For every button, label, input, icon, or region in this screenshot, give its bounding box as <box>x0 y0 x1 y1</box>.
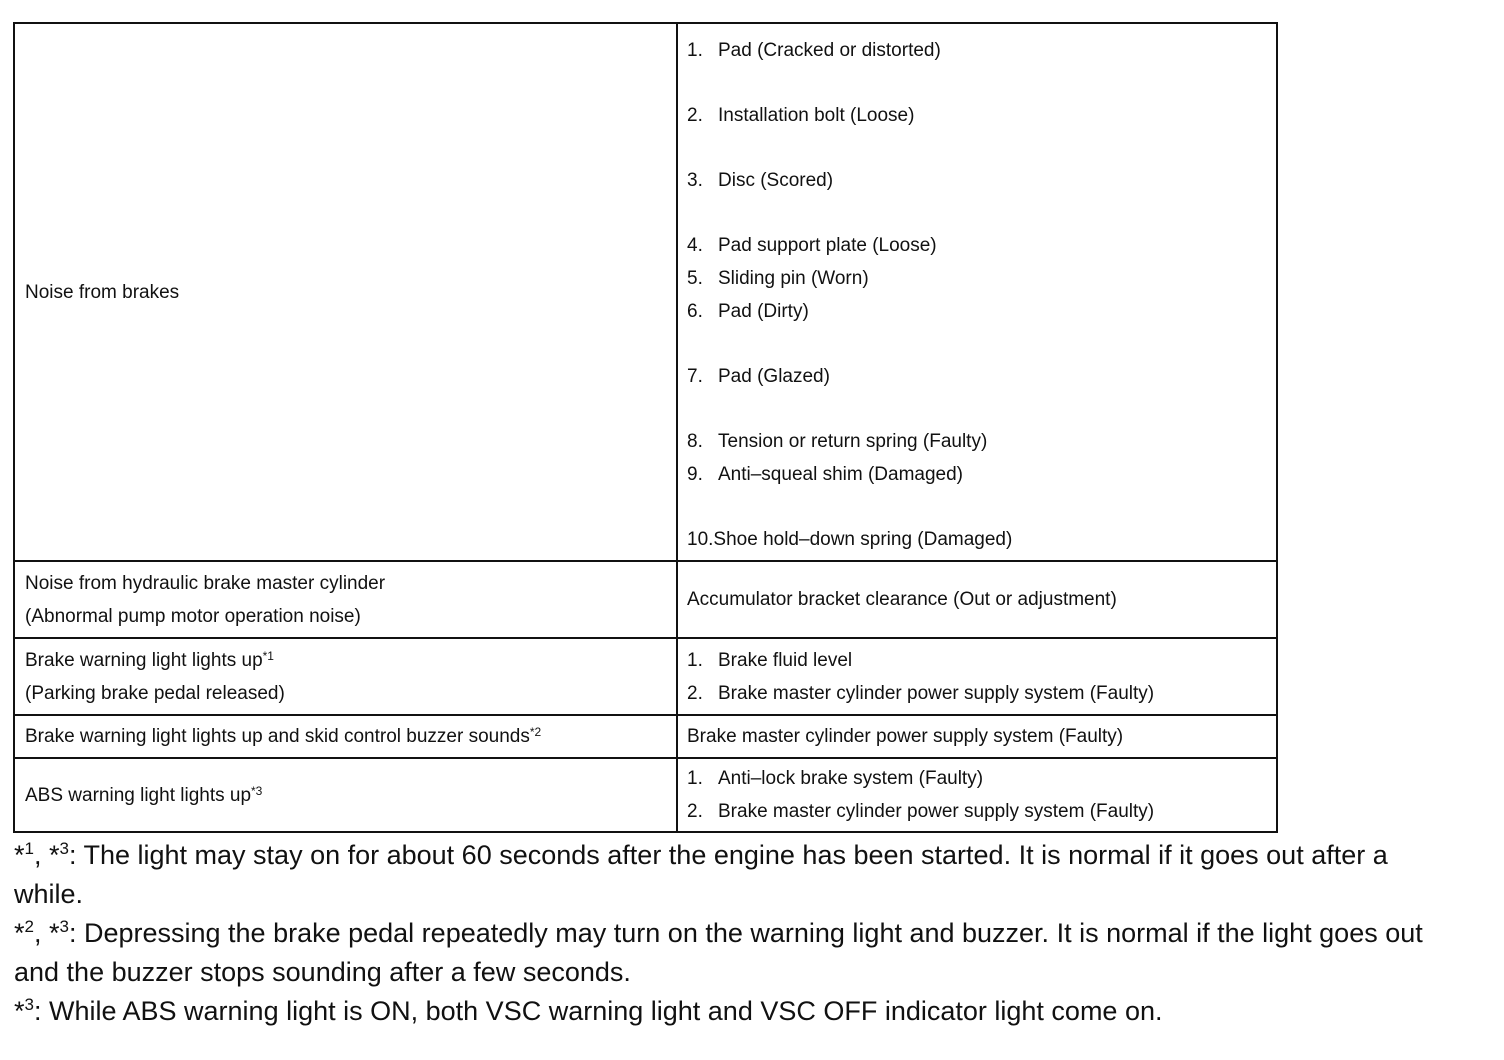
symptom-text: Brake warning light lights $up^{*1}$ <box>25 648 274 671</box>
table-row <box>15 714 1276 757</box>
symptom-cell <box>15 639 678 714</box>
table-row <box>15 757 1276 831</box>
footnote: *$^3$: While ABS warning light is ON, both VSC warning light and VSC OFF indicator light come on. <box>14 995 1163 1026</box>
cause-text: Accumulator bracket clearance (Out or adjustment) <box>687 589 1117 610</box>
table-row <box>15 560 1276 637</box>
symptom-text: Brake warning light lights up and skid control buzzer sounds$^{*2}$ <box>25 725 542 747</box>
cause-item: 4. Pad support plate (Loose) <box>687 235 937 256</box>
cause-item: 1. Pad (Cracked or distorted) <box>687 40 941 61</box>
cause-item: 2. Brake master cylinder power supply system (Faulty) <box>687 682 1155 704</box>
cause-item: 1. Anti–lock brake system (Faulty) <box>687 768 984 789</box>
footnote: *$^1$, *$^3$: The light may stay on for about 60 seconds after the engine has been started. It is normal if it goes out after a while. <box>14 839 1388 909</box>
footnote-ref: *3 <box>251 783 263 798</box>
table-row <box>15 637 1276 714</box>
cause-item: 5. Sliding pin (Worn) <box>687 268 869 289</box>
cause-item: 1. Brake fluid level <box>687 649 853 671</box>
cause-cell <box>678 24 1276 560</box>
cause-item: 9. Anti–squeal shim (Damaged) <box>687 464 964 485</box>
symptom-cell <box>15 759 678 831</box>
cause-item: 2. Installation bolt (Loose) <box>687 105 915 126</box>
symptom-subtext: (Parking brake pedal released) <box>25 682 285 704</box>
symptom-text: ABS warning light lights $up^{*3}$ <box>25 783 263 806</box>
table-row <box>15 24 1276 560</box>
footnote-ref: *2 <box>529 725 542 739</box>
cause-text: Brake master cylinder power supply system (Faulty) <box>687 726 1124 747</box>
footnote-ref: *1 <box>262 648 274 663</box>
cause-cell <box>678 759 1276 831</box>
symptom-cell <box>15 562 678 637</box>
symptom-cell <box>15 716 678 757</box>
cause-item: 2. Brake master cylinder power supply system (Faulty) <box>687 801 1155 822</box>
footnotes <box>14 836 1464 1031</box>
symptom-text: Noise from hydraulic brake master cylinder <box>25 572 386 594</box>
symptom-cell <box>15 24 678 560</box>
cause-item: 6. Pad (Dirty) <box>687 301 809 322</box>
symptom-text: Noise from brakes <box>25 281 180 303</box>
troubleshooting-table <box>13 22 1278 833</box>
cause-item: 7. Pad (Glazed) <box>687 366 830 387</box>
footnote: *$^2$, *$^3$: Depressing the brake pedal repeatedly may turn on the warning light and buzzer. It is normal if the light goes out and the buzzer stops sounding after a few seconds. <box>14 917 1423 987</box>
cause-item: 8. Tension or return spring (Faulty) <box>687 431 988 452</box>
cause-cell <box>678 639 1276 714</box>
cause-item: 10.Shoe hold–down spring (Damaged) <box>687 529 1013 550</box>
cause-item: 3. Disc (Scored) <box>687 170 834 191</box>
cause-cell <box>678 716 1276 757</box>
symptom-subtext: (Abnormal pump motor operation noise) <box>25 605 361 627</box>
cause-cell <box>678 562 1276 637</box>
